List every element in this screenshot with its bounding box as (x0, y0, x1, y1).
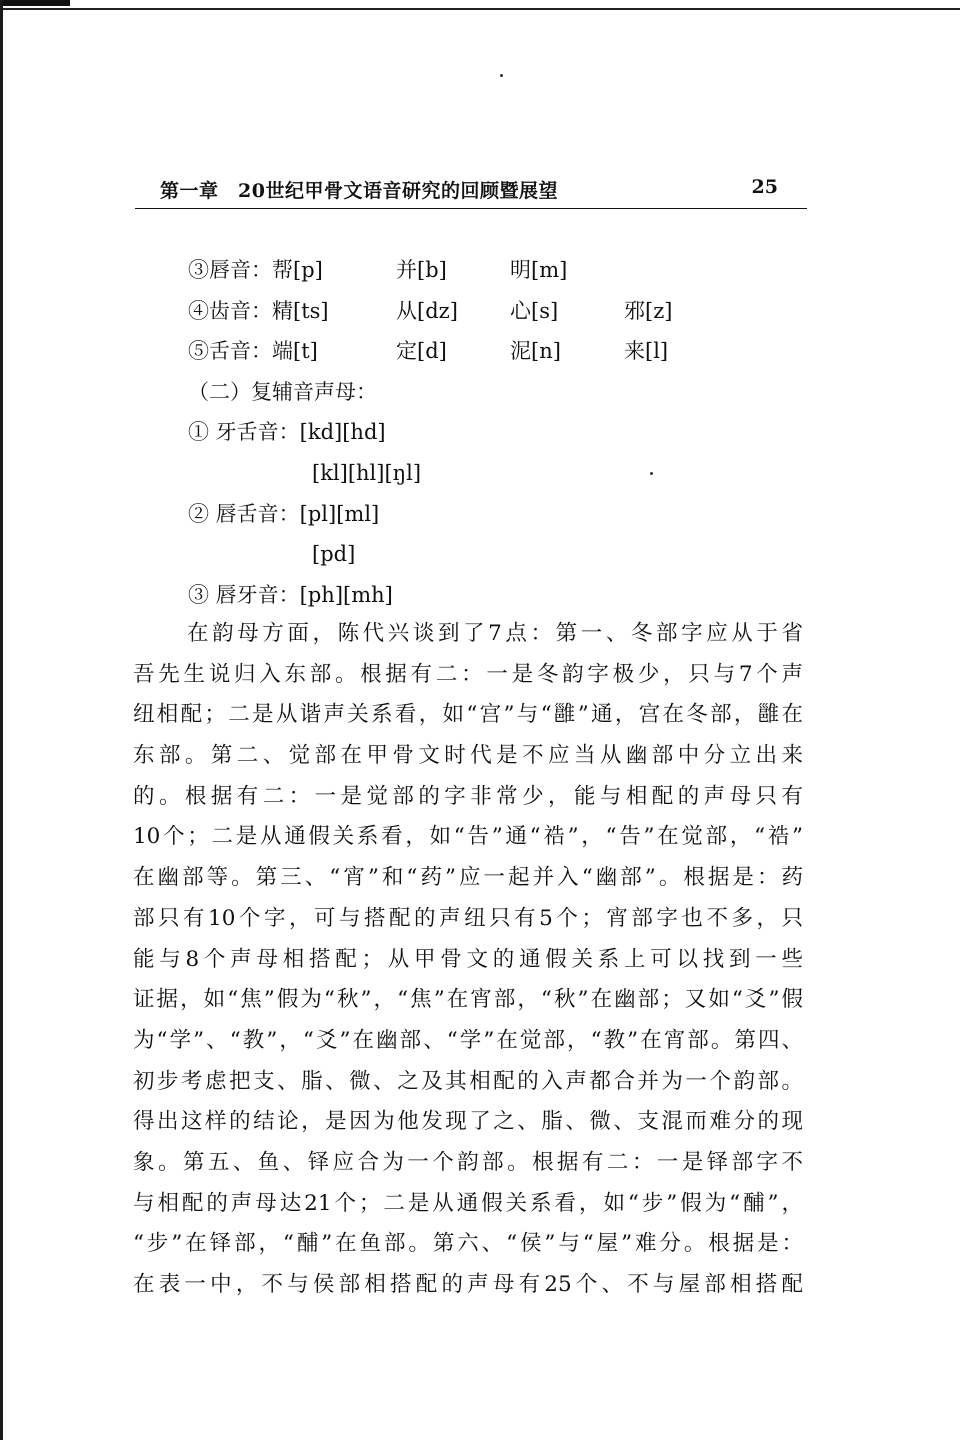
listing-cell: 并[b] (396, 258, 447, 282)
paragraph-line: 初步考虑把支、脂、微、之及其相配的入声都合并为一个韵部。 (133, 1068, 803, 1094)
listing-cell: [pd] (312, 542, 356, 567)
listing-row (188, 412, 808, 453)
listing-row (188, 291, 808, 332)
scan-top-border (0, 0, 960, 10)
listing-row-continuation (188, 534, 808, 575)
paragraph-line: 能与8个声母相搭配；从甲骨文的通假关系上可以找到一些 (133, 946, 803, 972)
paragraph-line: 部只有10个字，可与搭配的声纽只有5个；宵部字也不多，只 (133, 905, 803, 931)
listing-cell: 来[l] (624, 339, 669, 364)
paragraph-line: 在表一中，不与侯部相搭配的声母有25个、不与屋部相搭配 (133, 1272, 803, 1297)
paragraph-line: 在韵母方面，陈代兴谈到了7点：第一、冬部字应从于省 (187, 621, 803, 646)
listing-cell: 心[s] (510, 298, 559, 323)
paragraph-line: 得出这样的结论，是因为他发现了之、脂、微、支混而难分的现 (133, 1109, 803, 1135)
paragraph-line: 与相配的声母达21个；二是从通假关系看，如“步”假为“酺”， (133, 1190, 803, 1216)
paragraph-line: 10个；二是从通假关系看，如“告”通“祰”，“告”在觉部，“祰” (133, 824, 803, 850)
listing-cell: 从[dz] (396, 298, 458, 323)
section-heading: （二）复辅音声母： (188, 379, 377, 404)
listing-cell: ⑤舌音：端[t] (188, 339, 318, 364)
scan-left-edge (0, 0, 3, 1440)
paragraph-line: 证据，如“焦”假为“秋”，“焦”在宵部，“秋”在幽部；又如“爻”假 (133, 987, 803, 1013)
body-paragraph (133, 614, 803, 1306)
paragraph-line: 纽相配；二是从谐声关系看，如“宫”与“雝”通，宫在冬部，雝在 (133, 702, 803, 728)
paragraph-line: 的。根据有二：一是觉部的字非常少，能与相配的声母只有 (133, 783, 803, 809)
listing-cell: ④齿音：精[ts] (188, 298, 329, 323)
paragraph-line: 东部。第二、觉部在甲骨文时代是不应当从幽部中分立出来 (133, 743, 803, 769)
consonant-listing (188, 250, 808, 615)
listing-cell: 明[m] (510, 258, 568, 282)
listing-row (188, 250, 808, 291)
chapter-title: 第一章 20世纪甲骨文语音研究的回顾暨展望 (160, 180, 558, 202)
listing-cell: 定[d] (396, 339, 447, 364)
paragraph-line: 在幽部等。第三、“宵”和“药”应一起并入“幽部”。根据是：药 (133, 865, 803, 891)
listing-cell: [kl][hl][ŋl] (312, 460, 422, 485)
scan-top-dark-mark (0, 0, 70, 6)
scan-speck (500, 74, 503, 77)
page-number: 25 (751, 176, 778, 198)
paragraph-line: 为“学”、“教”，“爻”在幽部、“学”在觉部，“教”在宵部。第四、 (133, 1027, 803, 1053)
paragraph-line: 吾先生说归入东部。根据有二：一是冬韵字极少，只与7个声 (133, 661, 803, 687)
listing-cell: ① 牙舌音：[kd][hd] (188, 420, 386, 445)
listing-row (188, 331, 808, 372)
listing-row-continuation (188, 453, 808, 494)
listing-cell: ③唇音：帮[p] (188, 258, 323, 282)
listing-heading (188, 372, 808, 413)
paragraph-line: “步”在铎部，“酺”在鱼部。第六、“侯”与“屋”难分。根据是： (133, 1231, 803, 1257)
listing-cell: 邪[z] (624, 298, 673, 323)
listing-cell: ② 唇舌音：[pl][ml] (188, 501, 380, 526)
listing-cell: 泥[n] (510, 339, 561, 364)
paragraph-line: 象。第五、鱼、铎应合为一个韵部。根据有二：一是铎部字不 (133, 1149, 803, 1175)
listing-row (188, 575, 808, 616)
listing-cell: ③ 唇牙音：[ph][mh] (188, 582, 393, 607)
listing-row (188, 494, 808, 535)
running-header (160, 172, 810, 206)
header-rule (135, 208, 807, 209)
